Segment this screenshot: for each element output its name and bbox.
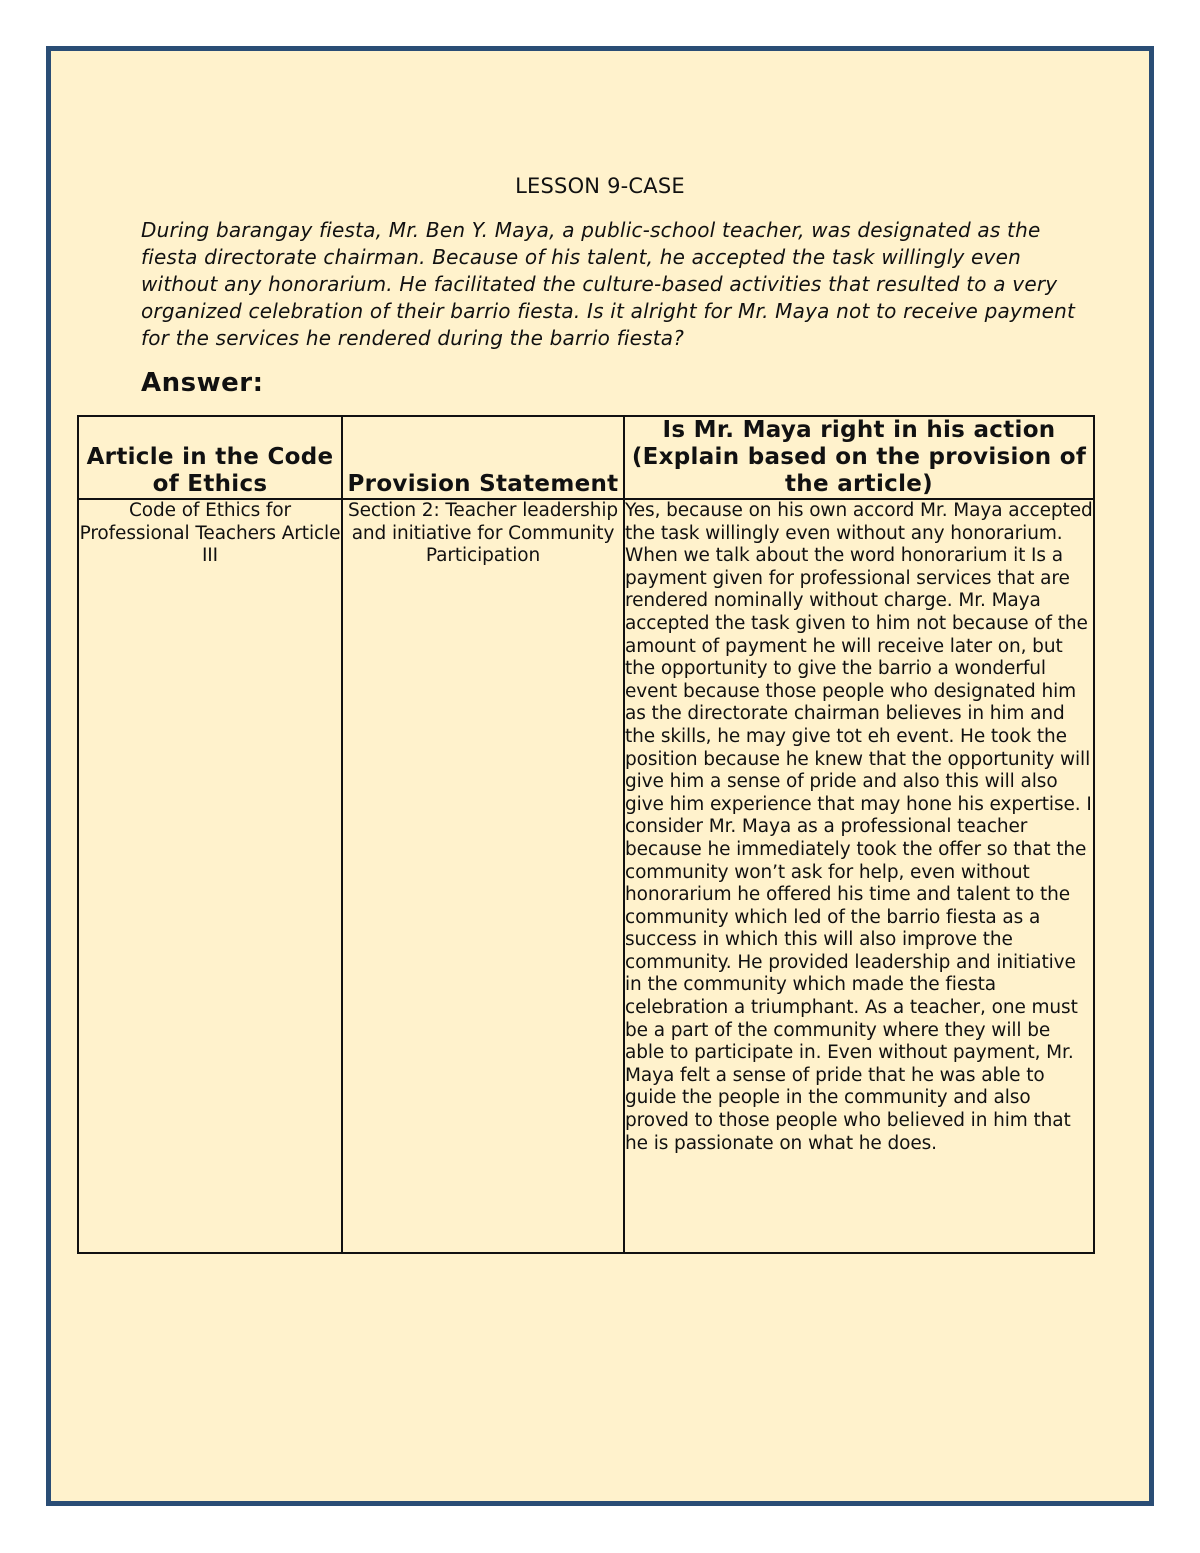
document-page: [46, 46, 1154, 1506]
cell-explanation: Yes, because on his own accord Mr. Maya accepted the task willingly even without any honorarium. When we talk about the word honorarium it Is a payment given for professional services that are rendered nominally without charge. Mr. Maya accepted the task given to him not because of the amount of payment he will receive later on, but the opportunity to give the barrio a wonderful event because those people who designated him as the directorate chairman believes in him and the skills, he may give tot eh event. He took the position because he knew that the opportunity will give him a sense of pride and also this will also give him experience that may hone his expertise. I consider Mr. Maya as a professional teacher because he immediately took the offer so that the community won’t ask for help, even without honorarium he offered his time and talent to the community which led of the barrio fiesta as a success in which this will also improve the community. He provided leadership and initiative in the community which made the fiesta celebration a triumphant. As a teacher, one must be a part of the community where they will be able to participate in. Even without payment, Mr. Maya felt a sense of pride that he was able to guide the people in the community and also proved to those people who believed in him that he is passionate on what he does.: [624, 499, 1094, 1253]
header-explanation: Is Mr. Maya right in his action (Explain based on the provision of the article): [624, 416, 1094, 499]
cell-article: Code of Ethics for Professional Teachers Article III: [78, 499, 342, 1253]
table-header-row: [78, 416, 1094, 499]
table-row: [78, 499, 1094, 1253]
answer-table: [77, 415, 1095, 1254]
case-description: During barangay fiesta, Mr. Ben Y. Maya, a public-school teacher, was designated as the fiesta directorate chairman. Because of his talent, he accepted the task willingly even without any honorarium. He facilitated the culture-based activities that resulted to a very organized celebration of their barrio fiesta. Is it alright for Mr. Maya not to receive payment for the services he rendered during the barrio fiesta?: [141, 218, 1076, 350]
lesson-title: LESSON 9-CASE: [515, 174, 685, 198]
cell-provision: Section 2: Teacher leadership and initiative for Community Participation: [342, 499, 624, 1253]
header-article: Article in the Code of Ethics: [78, 416, 342, 499]
header-provision: Provision Statement: [342, 416, 624, 499]
answer-label: Answer:: [141, 368, 264, 398]
